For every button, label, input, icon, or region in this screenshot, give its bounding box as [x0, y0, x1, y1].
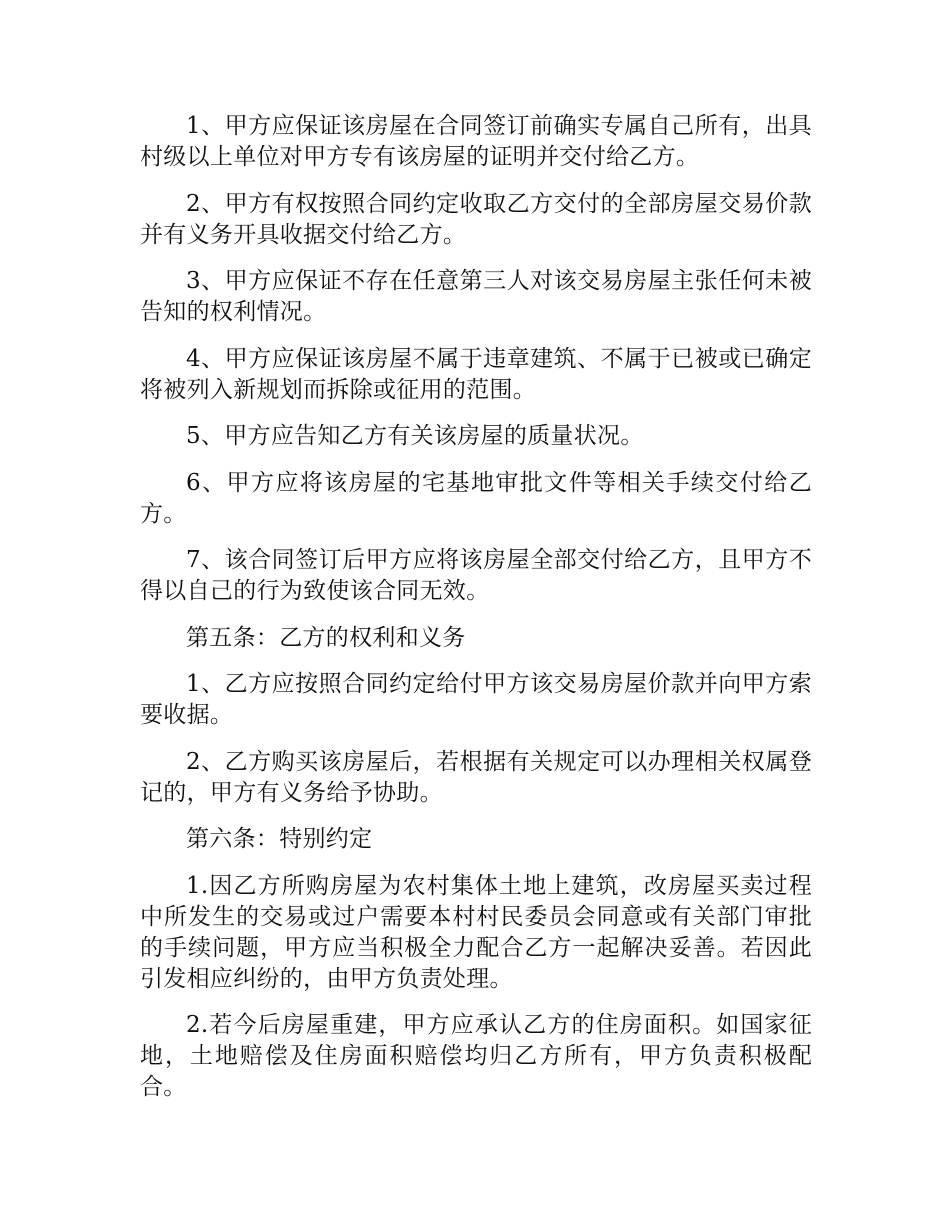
clause-4-item-6: 6、甲方应将该房屋的宅基地审批文件等相关手续交付给乙方。 — [140, 469, 812, 527]
clause-4-item-2: 2、甲方有权按照合同约定收取乙方交付的全部房屋交易价款并有义务开具收据交付给乙方。 — [140, 190, 812, 248]
clause-6-item-2: 2.若今后房屋重建，甲方应承认乙方的住房面积。如国家征地，土地赔偿及住房面积赔偿均归乙方所有，甲方负责积极配合。 — [140, 1012, 812, 1100]
section-heading-article-6: 第六条：特别约定 — [186, 826, 373, 852]
section-heading-article-5: 第五条：乙方的权利和义务 — [186, 624, 466, 651]
document-body — [140, 111, 812, 1119]
clause-4-item-3: 3、甲方应保证不存在任意第三人对该交易房屋主张任何未被告知的权利情况。 — [140, 268, 812, 325]
clause-6-item-1: 1.因乙方所购房屋为农村集体土地上建筑，改房屋买卖过程中所发生的交易或过户需要本村村民委员会同意或有关部门审批的手续问题，甲方应当积极全力配合乙方一起解决妥善。若因此引发相应纠纷的，由甲方负责处理。 — [140, 872, 812, 992]
clause-5-item-1: 1、乙方应按照合同约定给付甲方该交易房屋价款并向甲方索要收据。 — [140, 671, 812, 728]
clause-5-item-2: 2、乙方购买该房屋后，若根据有关规定可以办理相关权属登记的，甲方有义务给予协助。 — [140, 748, 812, 806]
clause-4-item-5: 5、甲方应告知乙方有关该房屋的质量状况。 — [186, 423, 644, 449]
clause-4-item-4: 4、甲方应保证该房屋不属于违章建筑、不属于已被或已确定将被列入新规划而拆除或征用的范围。 — [140, 345, 812, 403]
clause-4-item-7: 7、该合同签订后甲方应将该房屋全部交付给乙方，且甲方不得以自己的行为致使该合同无效。 — [140, 547, 812, 604]
clause-4-item-1: 1、甲方应保证该房屋在合同签订前确实专属自己所有，出具村级以上单位对甲方专有该房屋的证明并交付给乙方。 — [140, 113, 812, 170]
